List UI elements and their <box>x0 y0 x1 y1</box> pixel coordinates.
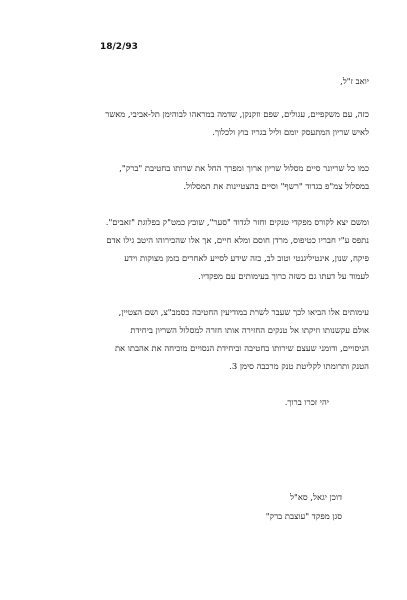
paragraph-2-line-1: כמו כל שריונר סיים מסלול שריון ארוך ומפרך החל את שרותו בחטיבת "ברק", <box>119 163 369 173</box>
paragraph-3-line-3: פיקח, שנון, אינטיליגנטי וטוב לב, כזה שידע לסייע לאחרים בזמן מצוקות וידע <box>124 253 369 263</box>
paragraph-4 <box>19 303 369 375</box>
paragraph-3 <box>19 213 369 285</box>
paragraph-1-line-2: לאיש שריון המתעסק יומם וליל בגריז בוץ ולכלוך. <box>212 127 369 137</box>
signature-title: סגן מפקד "עוצבת ברק" <box>265 511 342 521</box>
letter-date: 18/2/93 <box>100 42 138 52</box>
signature-name: דוכן יגאל, סא"ל <box>290 492 342 502</box>
letter-body <box>19 72 369 411</box>
paragraph-3-line-1: ומשם יצא לקורס מפקדי טנקים וחזר לגדוד "סער", שובץ כמט"ק בפלוגת "זאבים". <box>105 217 369 227</box>
paragraph-4-line-1: עימותים אלו הביאו לכך שעבר לשרת במודיעין החטיבה כסמב"צ, ושם הצטיין, <box>118 307 369 317</box>
paragraph-3-line-4: לעמוד על דעתו גם כשזה כרוך בעימותים עם מפקדיו. <box>198 271 369 281</box>
greeting: יואב ז"ל, <box>340 76 369 86</box>
paragraph-2 <box>19 159 369 195</box>
paragraph-4-line-3: הניסויים, ודומני שעצם שירותו בחטיבה וביחידת הנסויים מוכיחה את אהבתו את <box>114 343 369 353</box>
paragraph-4-line-4: הטנק ותרומתו לקליטת טנק מרכבה סימן 3. <box>229 361 369 371</box>
signature-block <box>82 488 342 526</box>
paragraph-3-line-2: נתפס ע"י חבריו כטיפוס, מרדן חוסם ומלא חיים, אך אלו שהכירוהו היטב גילו אדם <box>106 235 369 245</box>
closing-line: יהי זכרו ברוך. <box>284 397 329 407</box>
paragraph-1 <box>19 105 369 141</box>
paragraph-4-line-2: אולם עקשנותו וזיקתו אל טנקים החזירה אותו חזרה למסלול השריון ביחידת <box>130 325 369 335</box>
paragraph-1-line-1: כזה, עם משקפיים, עגולים, שפם וזקנקן, שדמה במראהו לבוהימן תל-אביבי, מאשר <box>105 109 369 119</box>
paragraph-2-line-2: במסלול צמ"פ בגדוד "רשף" וסיים בהצטיינות את המסלול. <box>183 181 369 191</box>
